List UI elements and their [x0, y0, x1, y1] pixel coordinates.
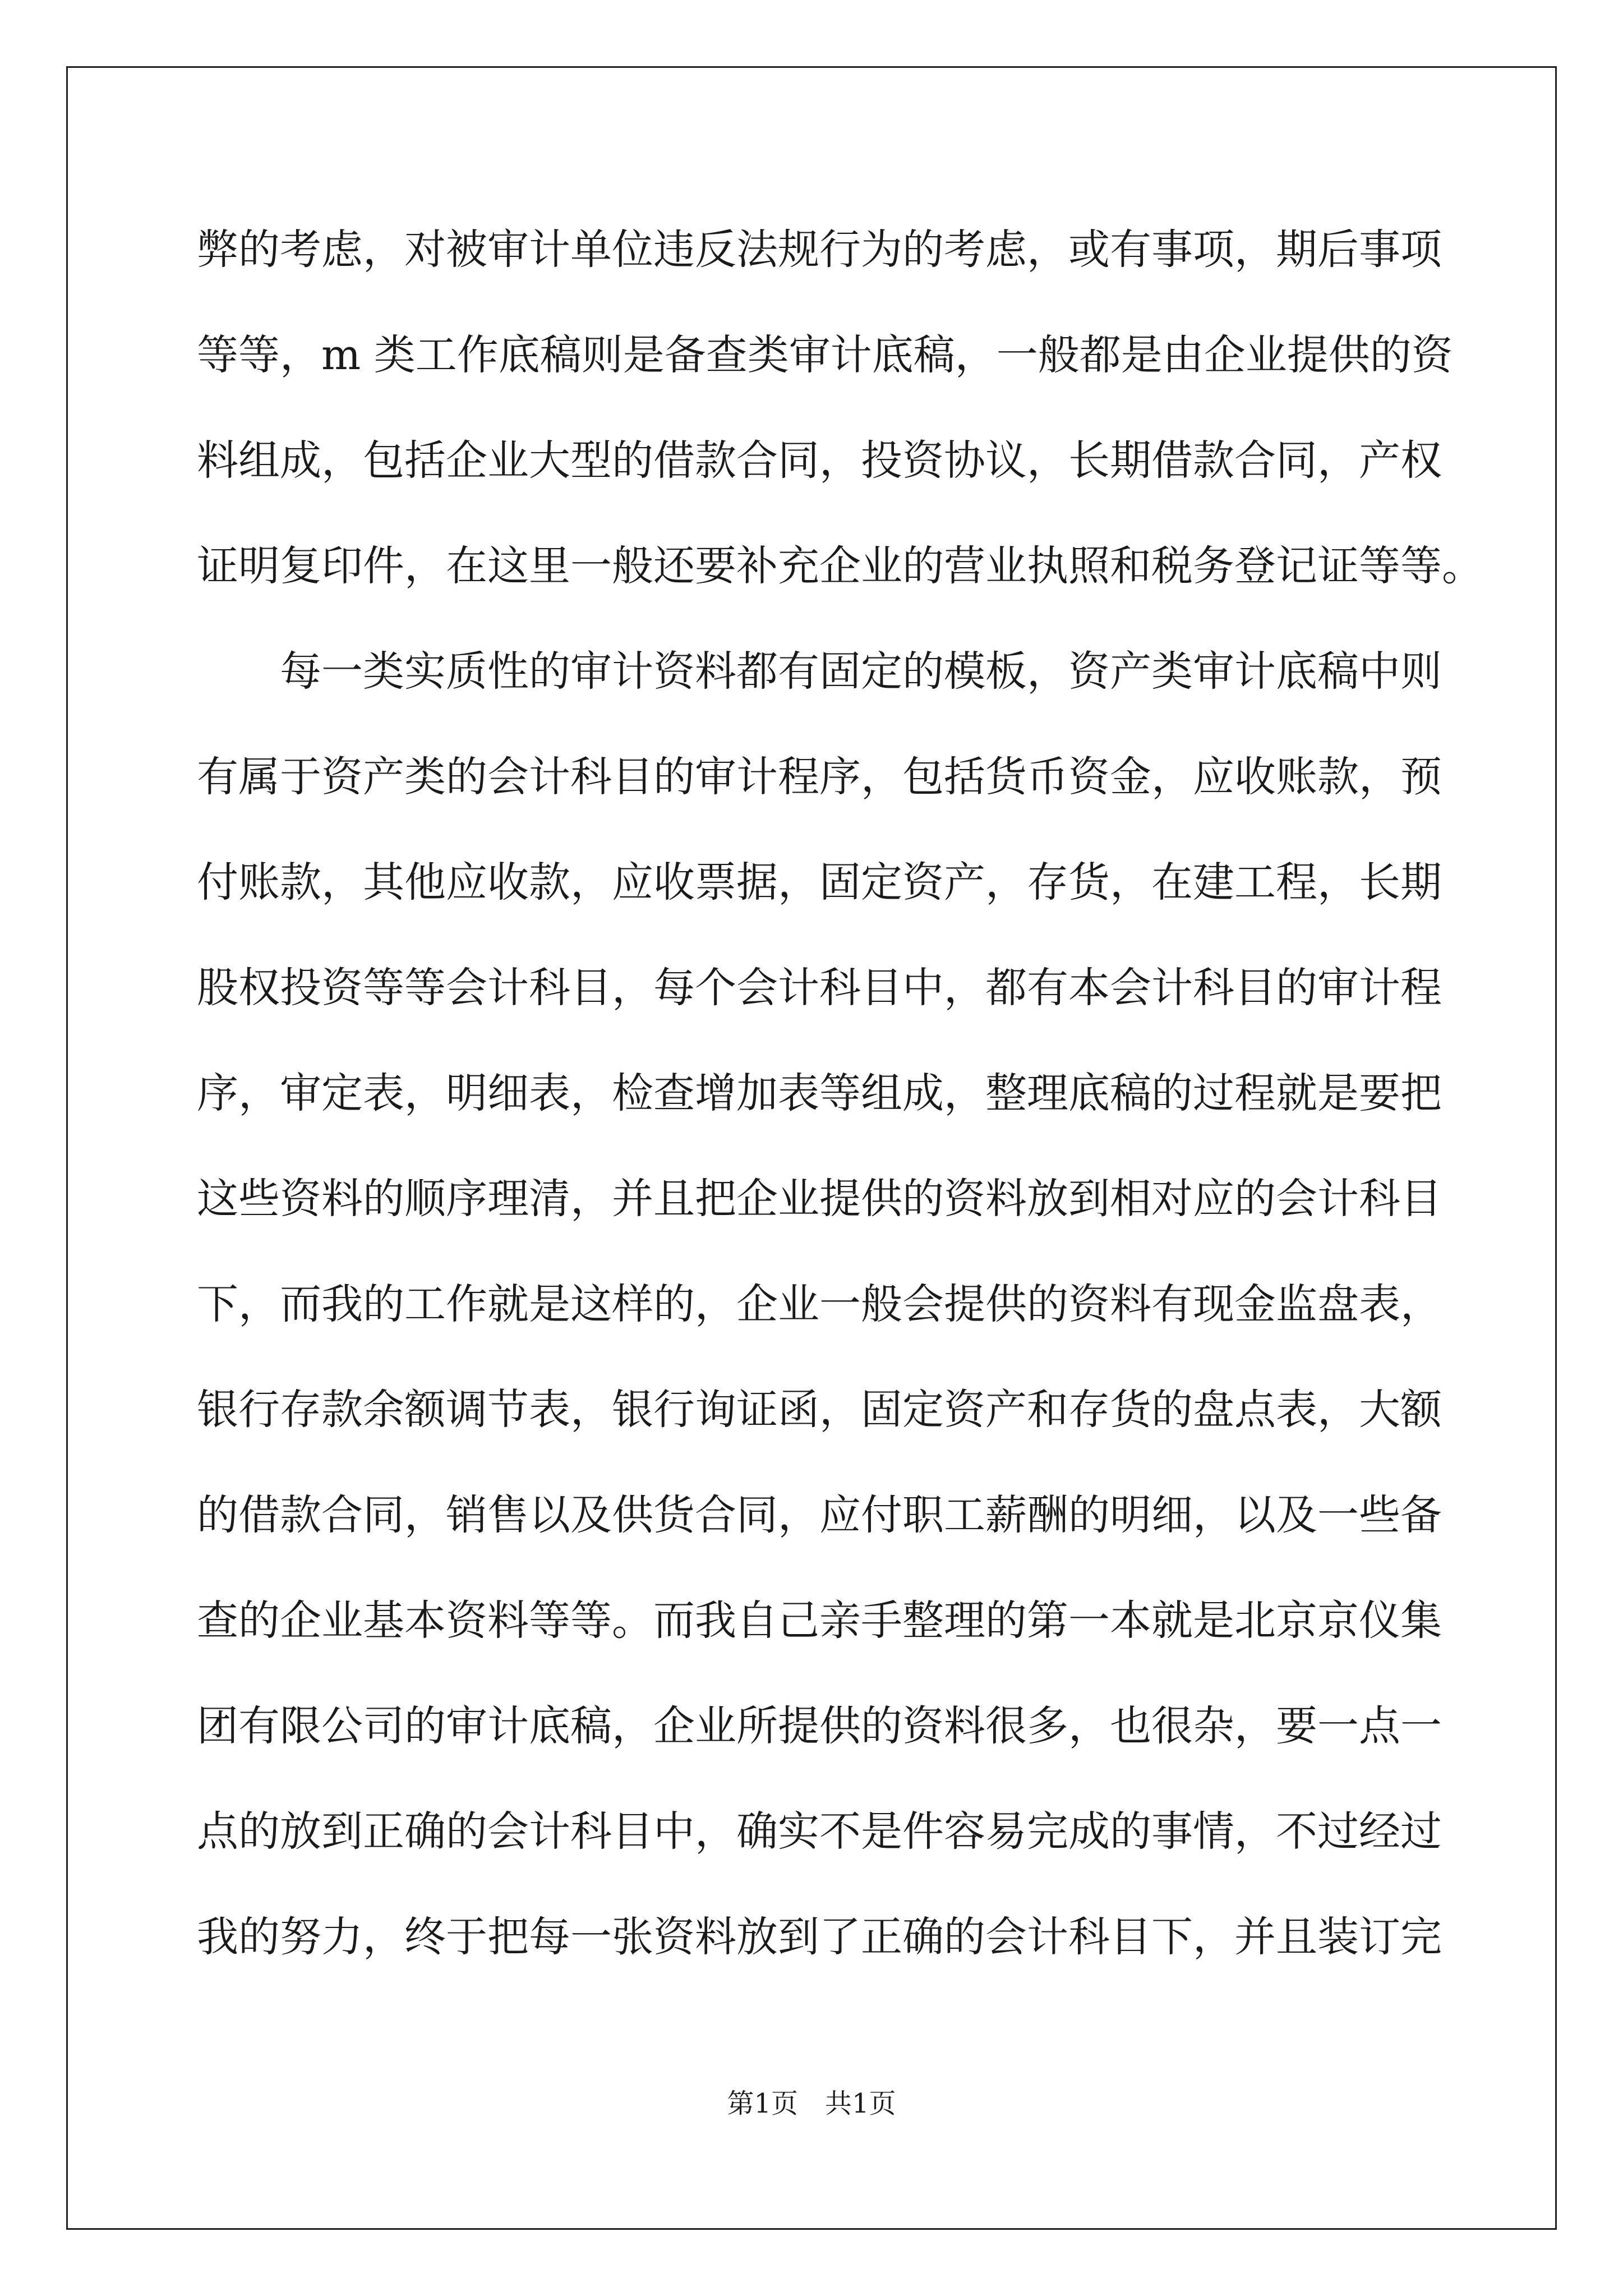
text-line: 有属于资产类的会计科目的审计程序，包括货币资金，应收账款，预 — [197, 753, 1442, 801]
paragraph-1 — [197, 210, 1483, 632]
text-line: 下，而我的工作就是这样的，企业一般会提供的资料有现金监盘表， — [197, 1280, 1442, 1328]
text-line: 银行存款余额调节表，银行询证函，固定资产和存货的盘点表，大额 — [197, 1386, 1442, 1434]
text-line: 料组成，包括企业大型的借款合同，投资协议，长期借款合同，产权 — [197, 436, 1442, 485]
document-body — [197, 210, 1483, 2003]
text-line: 这些资料的顺序理清，并且把企业提供的资料放到相对应的会计科目 — [197, 1175, 1442, 1223]
text-line: 序，审定表，明细表，检查增加表等组成，整理底稿的过程就是要把 — [197, 1069, 1442, 1117]
text-line: 股权投资等等会计科目，每个会计科目中，都有本会计科目的审计程 — [197, 964, 1442, 1012]
text-line: 点的放到正确的会计科目中，确实不是件容易完成的事情，不过经过 — [197, 1807, 1442, 1856]
page-number-footer: 第1页 共1页 — [727, 2088, 896, 2119]
text-line: 证明复印件，在这里一般还要补充企业的营业执照和税务登记证等等。 — [197, 542, 1483, 590]
text-line: 每一类实质性的审计资料都有固定的模板，资产类审计底稿中则 — [197, 647, 1442, 696]
text-line: 查的企业基本资料等等。而我自己亲手整理的第一本就是北京京仪集 — [197, 1596, 1442, 1645]
text-line: 团有限公司的审计底稿，企业所提供的资料很多，也很杂，要一点一 — [197, 1702, 1442, 1750]
text-line: 我的努力，终于把每一张资料放到了正确的会计科目下，并且装订完 — [197, 1913, 1442, 1961]
paragraph-2 — [197, 632, 1442, 2003]
text-line: 弊的考虑，对被审计单位违反法规行为的考虑，或有事项，期后事项 — [197, 226, 1442, 274]
text-line: 的借款合同，销售以及供货合同，应付职工薪酬的明细，以及一些备 — [197, 1491, 1442, 1539]
text-line: 等等，m 类工作底稿则是备查类审计底稿，一般都是由企业提供的资 — [197, 331, 1453, 379]
text-line: 付账款，其他应收款，应收票据，固定资产，存货，在建工程，长期 — [197, 858, 1442, 907]
